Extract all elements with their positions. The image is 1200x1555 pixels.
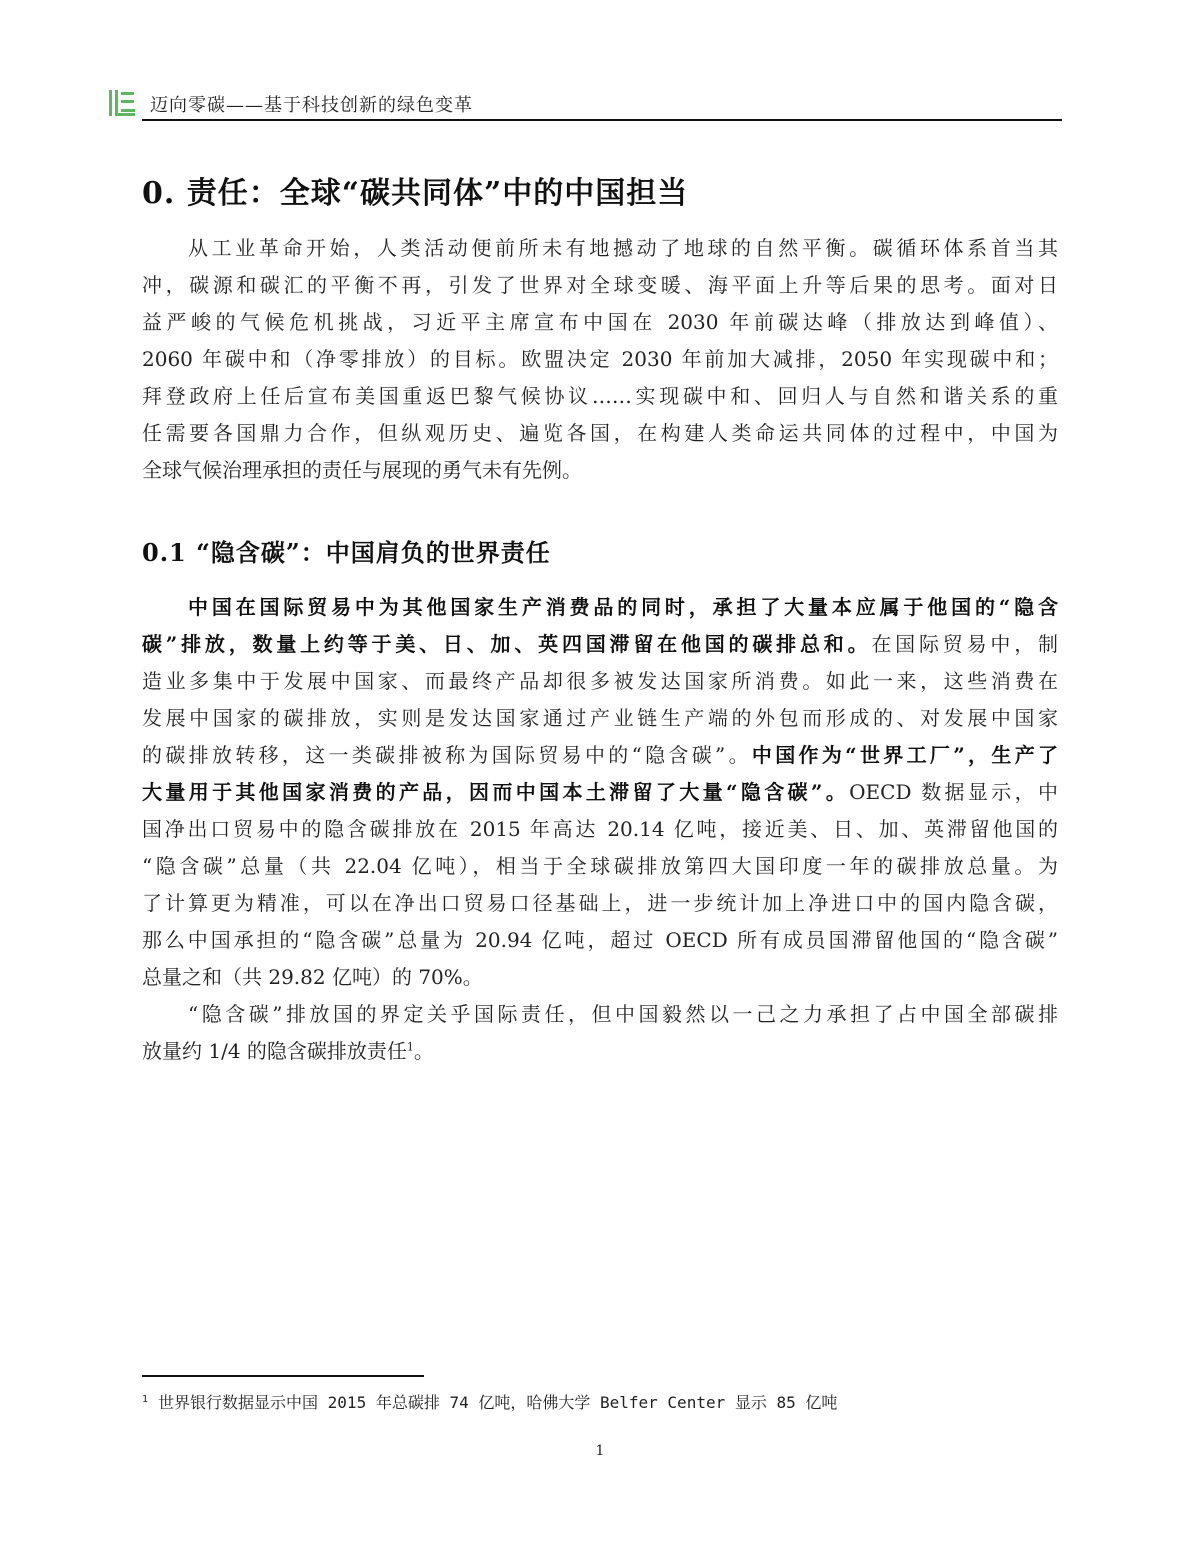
text-run: 2060 年碳中和（净零排放）的目标。欧盟决定 2030 年前加大减排，2050 年实现碳中和； [142,347,1058,371]
text-run: 。 [413,1039,434,1063]
page-header [108,88,1062,122]
text-run: 益严峻的气候危机挑战，习近平主席宣布中国在 2030 年前碳达峰（排放达到峰值）、 [142,310,1058,334]
text-line [142,304,1058,341]
text-line [142,589,1058,626]
text-run: OECD 数据显示，中 [849,780,1058,804]
text-run: 拜登政府上任后宣布美国重返巴黎气候协议……实现碳中和、回归人与自然和谐关系的重 [142,384,1058,408]
text-run: 在国际贸易中，制 [871,632,1058,656]
text-run: 冲，碳源和碳汇的平衡不再，引发了世界对全球变暖、海平面上升等后果的思考。面对日 [142,273,1058,297]
text-line [142,959,1058,996]
page-number: 1 [595,1443,605,1459]
bold-text: 大量用于其他国家消费的产品，因而中国本土滞留了大量“隐含碳”。 [142,780,850,804]
text-run: 国净出口贸易中的隐含碳排放在 2015 年高达 20.14 亿吨，接近美、日、加、英滞留他国的 [142,817,1058,841]
text-line [142,378,1058,415]
text-line [142,885,1058,922]
text-line [142,663,1058,700]
text-line [142,811,1058,848]
text-run: “隐含碳”排放国的界定关乎国际责任，但中国毅然以一己之力承担了占中国全部碳排 [188,1002,1058,1026]
section-heading: 0. 责任：全球“碳共同体”中的中国担当 [142,176,689,211]
text-line [142,452,1058,489]
subsection-heading: 0.1 “隐含碳”：中国肩负的世界责任 [142,538,551,567]
bold-text: 中国在国际贸易中为其他国家生产消费品的同时，承担了大量本应属于他国的“隐含 [188,595,1058,619]
text-run: “隐含碳”总量（共 22.04 亿吨），相当于全球碳排放第四大国印度一年的碳排放总量。为 [142,854,1058,878]
footnote-marker: 1 [142,1393,149,1405]
text-line [142,1033,1058,1070]
header-divider [142,119,1062,121]
paragraph-responsibility [142,996,1058,1070]
bold-text: 碳”排放，数量上约等于美、日、加、英四国滞留在他国的碳排总和。 [142,632,872,656]
text-line [142,700,1058,737]
text-line [142,996,1058,1033]
text-line [142,626,1058,663]
footnote-ref[interactable]: 1 [406,1040,414,1054]
text-run: 任需要各国鼎力合作，但纵观历史、遍览各国，在构建人类命运共同体的过程中，中国为 [142,421,1058,445]
text-run: 总量之和（共 29.82 亿吨）的 70%。 [142,965,483,989]
footnote-divider [142,1375,424,1377]
text-line [142,230,1058,267]
logo-icon [108,88,136,118]
text-run: 那么中国承担的“隐含碳”总量为 20.94 亿吨，超过 OECD 所有成员国滞留他国的“隐含碳” [142,928,1058,952]
text-line [142,341,1058,378]
text-run: 全球气候治理承担的责任与展现的勇气未有先例。 [142,458,582,482]
text-run: 了计算更为精准，可以在净出口贸易口径基础上，进一步统计加上净进口中的国内隐含碳， [142,891,1058,915]
footnote-text: 世界银行数据显示中国 2015 年总碳排 74 亿吨，哈佛大学 Belfer Center 显示 85 亿吨 [158,1393,838,1412]
text-line [142,848,1058,885]
footnote [142,1390,837,1413]
text-line [142,415,1058,452]
text-run: 的碳排放转移，这一类碳排被称为国际贸易中的“隐含碳”。 [142,743,752,767]
text-run: 发展中国家的碳排放，实则是发达国家通过产业链生产端的外包而形成的、对发展中国家 [142,706,1058,730]
paragraph-intro [142,230,1058,489]
text-run: 放量约 1/4 的隐含碳排放责任 [142,1039,407,1063]
text-line [142,774,1058,811]
text-run: 造业多集中于发展中国家、而最终产品却很多被发达国家所消费。如此一来，这些消费在 [142,669,1058,693]
paragraph-embodied-carbon [142,589,1058,996]
bold-text: 中国作为“世界工厂”，生产了 [751,743,1059,767]
text-line [142,267,1058,304]
text-line [142,922,1058,959]
text-line [142,737,1058,774]
text-run: 从工业革命开始，人类活动便前所未有地撼动了地球的自然平衡。碳循环体系首当其 [188,236,1058,260]
header-title: 迈向零碳——基于科技创新的绿色变革 [150,95,473,116]
